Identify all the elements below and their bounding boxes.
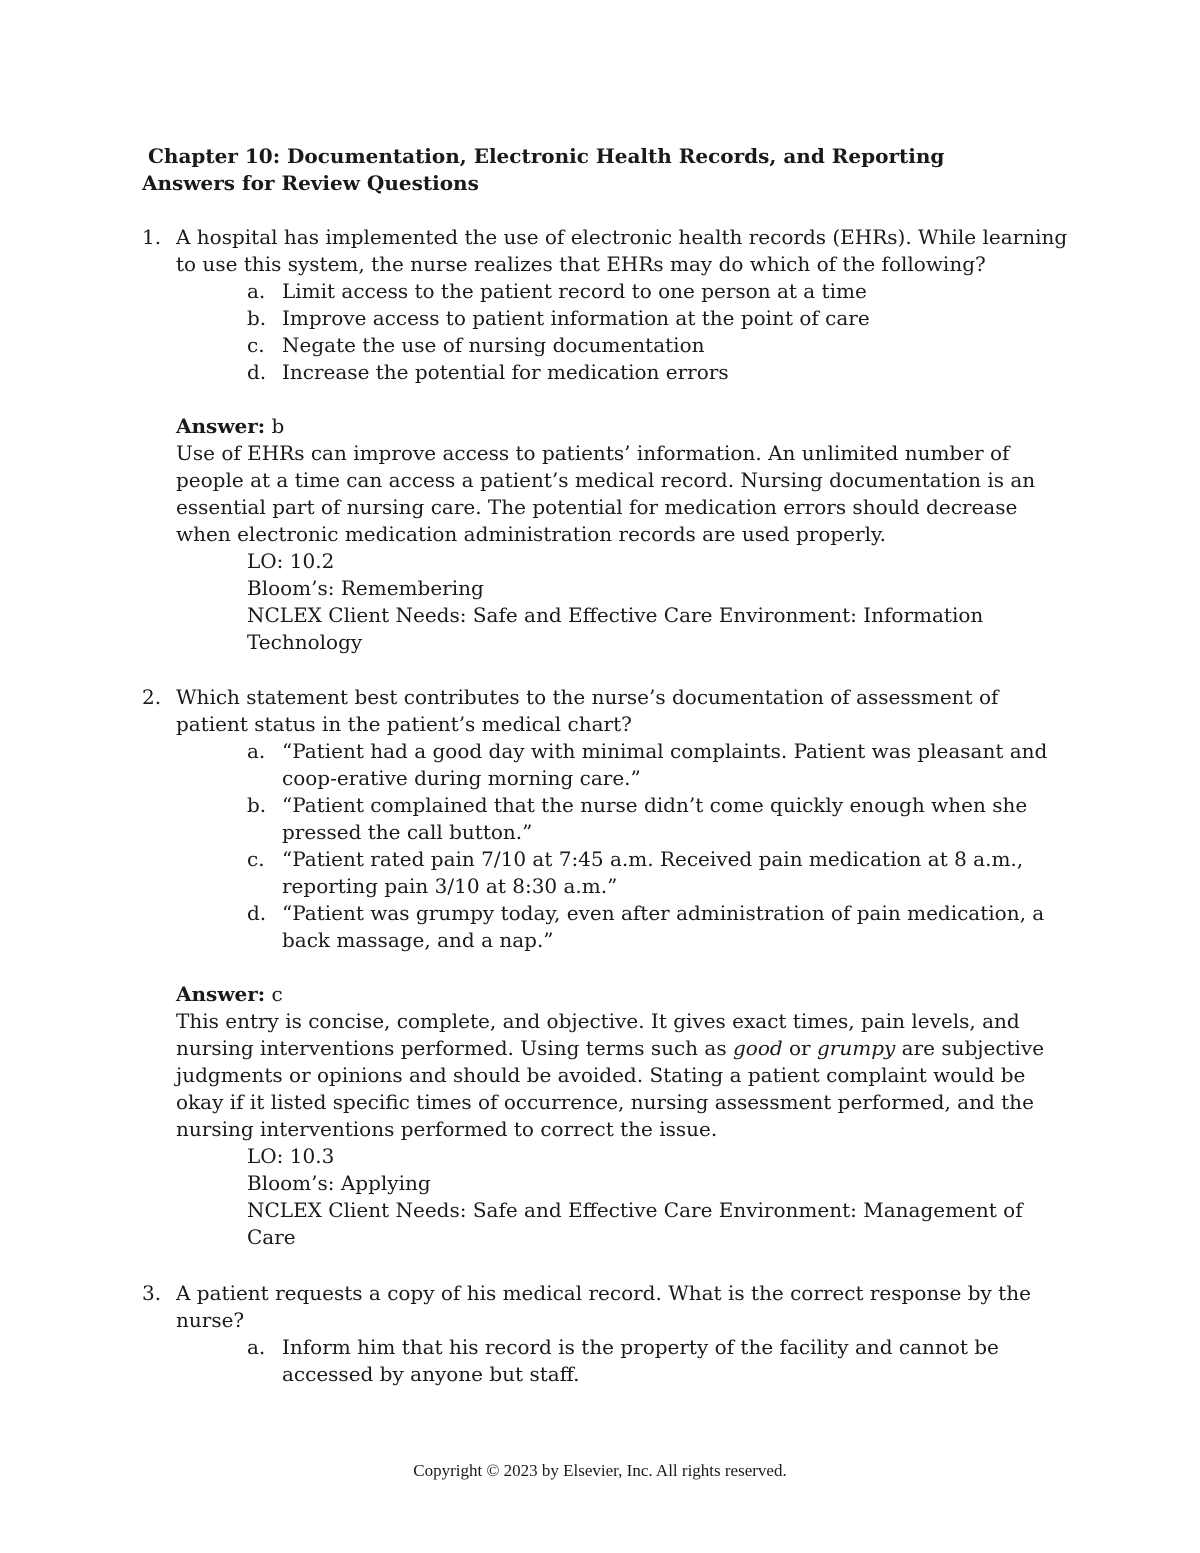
option-letter: d. xyxy=(247,360,267,384)
section-subtitle: Answers for Review Questions xyxy=(142,171,479,195)
learning-objective: LO: 10.3 xyxy=(247,1144,335,1168)
answer-rationale xyxy=(176,1008,1072,1143)
answer-value: b xyxy=(271,414,285,438)
option-letter: c. xyxy=(247,333,265,357)
question-stem xyxy=(142,224,1072,278)
blooms-level: Bloom’s: Remembering xyxy=(247,576,484,600)
question-stem xyxy=(142,1280,1072,1334)
option-d xyxy=(247,900,1072,954)
answer-rationale: Use of EHRs can improve access to patients’ information. An unlimited number of people at a time can access a patient’s medical record. Nursing documentation is an essential part of nursing care. The potential for medication errors should decrease when electronic medication administration records are used properly. xyxy=(176,441,1036,546)
answer-line xyxy=(176,981,1072,1008)
answer-block xyxy=(142,413,1072,548)
option-letter: d. xyxy=(247,901,267,925)
question-number: 1. xyxy=(142,225,162,249)
question-text: A hospital has implemented the use of electronic health records (EHRs). While learning to use this system, the nurse realizes that EHRs may do which of the following? xyxy=(176,225,1068,276)
option-b xyxy=(247,792,1072,846)
question-text: A patient requests a copy of his medical record. What is the correct response by the nurse? xyxy=(176,1281,1031,1332)
question-1 xyxy=(142,224,1072,656)
option-a xyxy=(247,278,1072,305)
copyright-footer: Copyright © 2023 by Elsevier, Inc. All rights reserved. xyxy=(413,1461,787,1480)
document-header xyxy=(142,143,1142,197)
option-text: “Patient had a good day with minimal complaints. Patient was pleasant and coop-erative during morning care.” xyxy=(282,739,1048,790)
answer-line xyxy=(176,413,1072,440)
question-metadata xyxy=(142,548,1072,656)
rationale-text: or xyxy=(789,1036,811,1060)
question-2 xyxy=(142,684,1072,1251)
question-text: Which statement best contributes to the nurse’s documentation of assessment of patient status in the patient’s medical chart? xyxy=(176,685,999,736)
option-text: Negate the use of nursing documentation xyxy=(282,333,705,357)
option-d xyxy=(247,359,1072,386)
rationale-emphasis: good xyxy=(732,1036,783,1060)
option-text: Increase the potential for medication errors xyxy=(282,360,729,384)
rationale-text: This entry is concise, complete, and objective. It gives exact times, pain levels, and nursing interventions performed. Using terms such as xyxy=(176,1009,1020,1060)
option-letter: c. xyxy=(247,847,265,871)
option-list xyxy=(247,1334,1072,1388)
question-metadata xyxy=(142,1143,1072,1251)
rationale-emphasis: grumpy xyxy=(816,1036,896,1060)
option-a xyxy=(247,738,1072,792)
answer-block xyxy=(142,981,1072,1143)
option-text: Inform him that his record is the property of the facility and cannot be accessed by anyone but staff. xyxy=(282,1335,999,1386)
option-a xyxy=(247,1334,1072,1388)
option-text: Improve access to patient information at the point of care xyxy=(282,306,870,330)
blooms-level: Bloom’s: Applying xyxy=(247,1171,431,1195)
nclex-client-needs: NCLEX Client Needs: Safe and Effective Care Environment: Management of Care xyxy=(247,1198,1023,1249)
option-list xyxy=(247,738,1072,954)
option-c xyxy=(247,846,1072,900)
option-list xyxy=(247,278,1072,386)
question-stem xyxy=(142,684,1072,738)
option-text: “Patient rated pain 7/10 at 7:45 a.m. Received pain medication at 8 a.m., reporting pain 3/10 at 8:30 a.m.” xyxy=(282,847,1024,898)
option-letter: a. xyxy=(247,1335,266,1359)
option-b xyxy=(247,305,1072,332)
rationale-text: are subjective judgments or opinions and should be avoided. Stating a patient complaint would be okay if it listed specific times of occurrence, nursing assessment performed, and the nursing interventions performed to correct the issue. xyxy=(176,1036,1045,1141)
option-letter: a. xyxy=(247,279,266,303)
question-number: 2. xyxy=(142,685,162,709)
nclex-client-needs: NCLEX Client Needs: Safe and Effective Care Environment: Information Technology xyxy=(247,603,984,654)
question-number: 3. xyxy=(142,1281,162,1305)
question-3 xyxy=(142,1280,1072,1388)
learning-objective: LO: 10.2 xyxy=(247,549,335,573)
option-letter: b. xyxy=(247,793,267,817)
answer-label: Answer: xyxy=(176,414,266,438)
option-text: “Patient complained that the nurse didn’t come quickly enough when she pressed the call button.” xyxy=(282,793,1028,844)
option-text: “Patient was grumpy today, even after administration of pain medication, a back massage, and a nap.” xyxy=(282,901,1045,952)
option-c xyxy=(247,332,1072,359)
option-letter: b. xyxy=(247,306,267,330)
chapter-title: Chapter 10: Documentation, Electronic Health Records, and Reporting xyxy=(148,144,945,168)
answer-value: c xyxy=(271,982,283,1006)
option-text: Limit access to the patient record to one person at a time xyxy=(282,279,867,303)
option-letter: a. xyxy=(247,739,266,763)
answer-label: Answer: xyxy=(176,982,266,1006)
